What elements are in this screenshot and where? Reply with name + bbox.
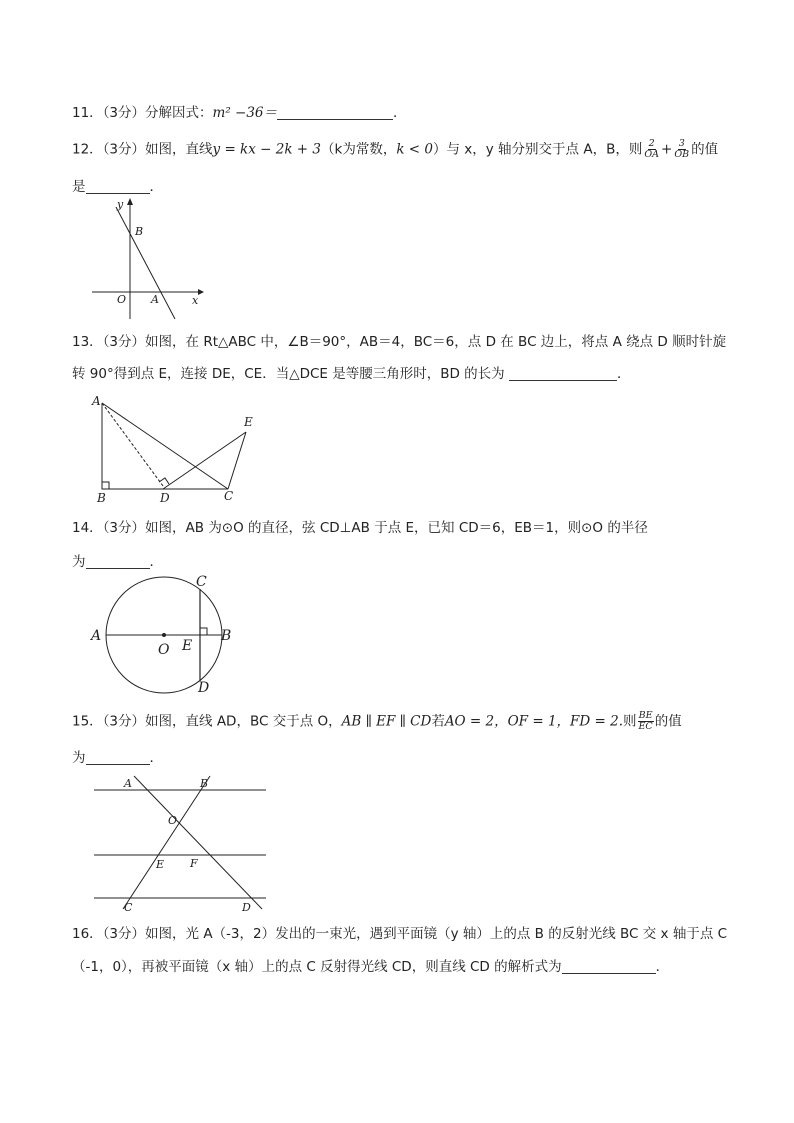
q15-label-A: A — [124, 777, 132, 790]
q12-text-4: 的值 — [691, 141, 719, 158]
q15-frac-denominator: EC — [638, 721, 653, 732]
question-16-line-1 — [72, 925, 727, 943]
q12-plus: + — [661, 141, 673, 158]
q11-end: ． — [393, 105, 407, 121]
q13-right-angle-B — [102, 482, 109, 489]
q11-text: 分解因式： — [145, 105, 213, 121]
q14-right-angle-E — [200, 628, 207, 635]
q14-answer-blank[interactable] — [86, 554, 150, 569]
q13-label-E: E — [244, 415, 253, 429]
q12-frac1-denominator: OA — [644, 149, 660, 160]
q16-score: （3分） — [102, 926, 146, 942]
q15-label-O: O — [168, 814, 178, 827]
q13-right-angle-D — [159, 478, 169, 484]
q15-text-1: 如图，直线 AD，BC 交于点 O， — [145, 713, 342, 730]
q11-answer-blank[interactable] — [277, 105, 393, 120]
question-16-line-2 — [72, 958, 669, 976]
q14-label-C: C — [196, 574, 207, 590]
q15-figure — [90, 774, 270, 914]
q12-label-x: x — [192, 294, 199, 307]
question-14-line-1 — [72, 519, 648, 537]
q14-label-E: E — [182, 638, 193, 654]
q12-condition: k < 0 — [396, 141, 433, 158]
q15-number: 15． — [72, 713, 103, 730]
q13-label-C: C — [224, 489, 234, 503]
q12-score: （3分） — [102, 141, 146, 158]
q16-text-1: 如图，光 A（-3，2）发出的一束光，遇到平面镜（y 轴）上的点 B 的反射光线 BC 交 x 轴于点 C — [145, 926, 728, 942]
q15-end: ． — [149, 750, 163, 766]
q12-x-arrow — [198, 289, 204, 295]
q12-figure — [88, 195, 208, 325]
question-13-line-1 — [72, 333, 726, 351]
q16-answer-blank[interactable] — [562, 959, 656, 974]
q11-expression: m² −36＝ — [212, 105, 278, 121]
q14-figure — [88, 570, 238, 696]
q12-line-expression: y = kx − 2k + 3 — [212, 141, 321, 158]
q15-values: AO = 2，OF = 1，FD = 2. — [444, 713, 623, 730]
q15-label-F: F — [190, 857, 198, 870]
q14-text-1: 如图，AB 为⊙O 的直径，弦 CD⊥AB 于点 E，已知 CD＝6，EB＝1，则⊙O 的半径 — [145, 520, 648, 536]
q13-answer-blank[interactable] — [509, 366, 617, 381]
q12-end: ． — [149, 179, 163, 195]
q15-score: （3分） — [102, 713, 146, 730]
question-13-line-2 — [72, 365, 630, 383]
q15-label-C: C — [124, 901, 133, 914]
q12-y-arrow — [127, 198, 133, 205]
q11-number: 11． — [72, 105, 103, 121]
q12-text-1: 如图，直线 — [145, 141, 213, 158]
q16-end: ． — [655, 959, 670, 975]
q15-label-E: E — [156, 858, 165, 871]
q12-text-2: （k为常数， — [321, 141, 397, 158]
q12-label-B: B — [135, 225, 144, 238]
question-11 — [72, 104, 407, 122]
q13-side-AC — [102, 403, 228, 489]
q12-frac1-numerator: 2 — [648, 138, 655, 149]
q13-dashed-AD — [102, 403, 163, 486]
question-12-line-2 — [72, 178, 163, 196]
q14-label-A: A — [91, 628, 102, 644]
q15-frac-numerator: BE — [638, 710, 653, 721]
q13-text-2: 转 90°得到点 E，连接 DE，CE．当△DCE 是等腰三角形时，BD 的长为 — [72, 366, 505, 382]
q12-text-3: ）与 x，y 轴分别交于点 A，B，则 — [433, 141, 643, 158]
q16-number: 16． — [72, 926, 103, 942]
q15-parallel-expression: AB ∥ EF ∥ CD — [341, 713, 432, 730]
q13-end: ． — [616, 366, 631, 382]
q12-frac2-denominator: OB — [674, 149, 690, 160]
q13-label-B: B — [97, 491, 106, 505]
q15-fraction — [638, 711, 654, 732]
question-12 — [72, 139, 718, 160]
q13-figure — [86, 390, 266, 508]
question-15-line-1 — [72, 711, 682, 732]
q15-label-D: D — [242, 901, 251, 914]
q12-frac2-numerator: 3 — [678, 138, 685, 149]
q12-fraction-2 — [673, 139, 690, 160]
q12-label-A: A — [151, 293, 159, 306]
q12-label-O: O — [117, 293, 127, 306]
question-14-line-2 — [72, 553, 163, 571]
question-15-line-2 — [72, 749, 163, 767]
q15-label-B: B — [200, 777, 209, 790]
q14-label-B: B — [221, 628, 232, 644]
q14-center-point — [162, 633, 166, 637]
q13-number: 13． — [72, 334, 103, 350]
q13-label-A: A — [92, 394, 101, 408]
q15-answer-blank[interactable] — [86, 750, 150, 765]
q13-segment-CE — [228, 432, 246, 489]
q14-score: （3分） — [102, 520, 146, 536]
q15-text-4: 的值 — [654, 713, 682, 730]
q14-label-D: D — [198, 680, 210, 696]
q14-label-O: O — [158, 642, 170, 658]
q13-label-D: D — [160, 491, 170, 505]
q13-segment-DE — [163, 432, 246, 489]
q12-number: 12． — [72, 141, 103, 158]
q16-text-2: （-1，0），再被平面镜（x 轴）上的点 C 反射得光线 CD，则直线 CD 的解析式为 — [72, 959, 562, 975]
q15-text-2: 若 — [431, 713, 445, 730]
q12-answer-blank[interactable] — [86, 179, 150, 194]
q11-score: （3分） — [102, 105, 146, 121]
q12-line2-text: 是 — [72, 179, 86, 195]
q15-line-BC — [123, 776, 210, 909]
q15-text-5: 为 — [72, 750, 86, 766]
q12-label-y: y — [117, 198, 124, 211]
q13-score: （3分） — [102, 334, 146, 350]
q12-fraction-1 — [643, 139, 660, 160]
q15-text-3: 则 — [623, 713, 637, 730]
q13-text-1: 如图，在 Rt△ABC 中，∠B＝90°，AB＝4，BC＝6，点 D 在 BC 边上，将点 A 绕点 D 顺时针旋 — [145, 334, 727, 350]
q14-end: ． — [149, 554, 163, 570]
q14-number: 14． — [72, 520, 103, 536]
q14-text-2: 为 — [72, 554, 86, 570]
q15-line-AD — [134, 776, 262, 909]
